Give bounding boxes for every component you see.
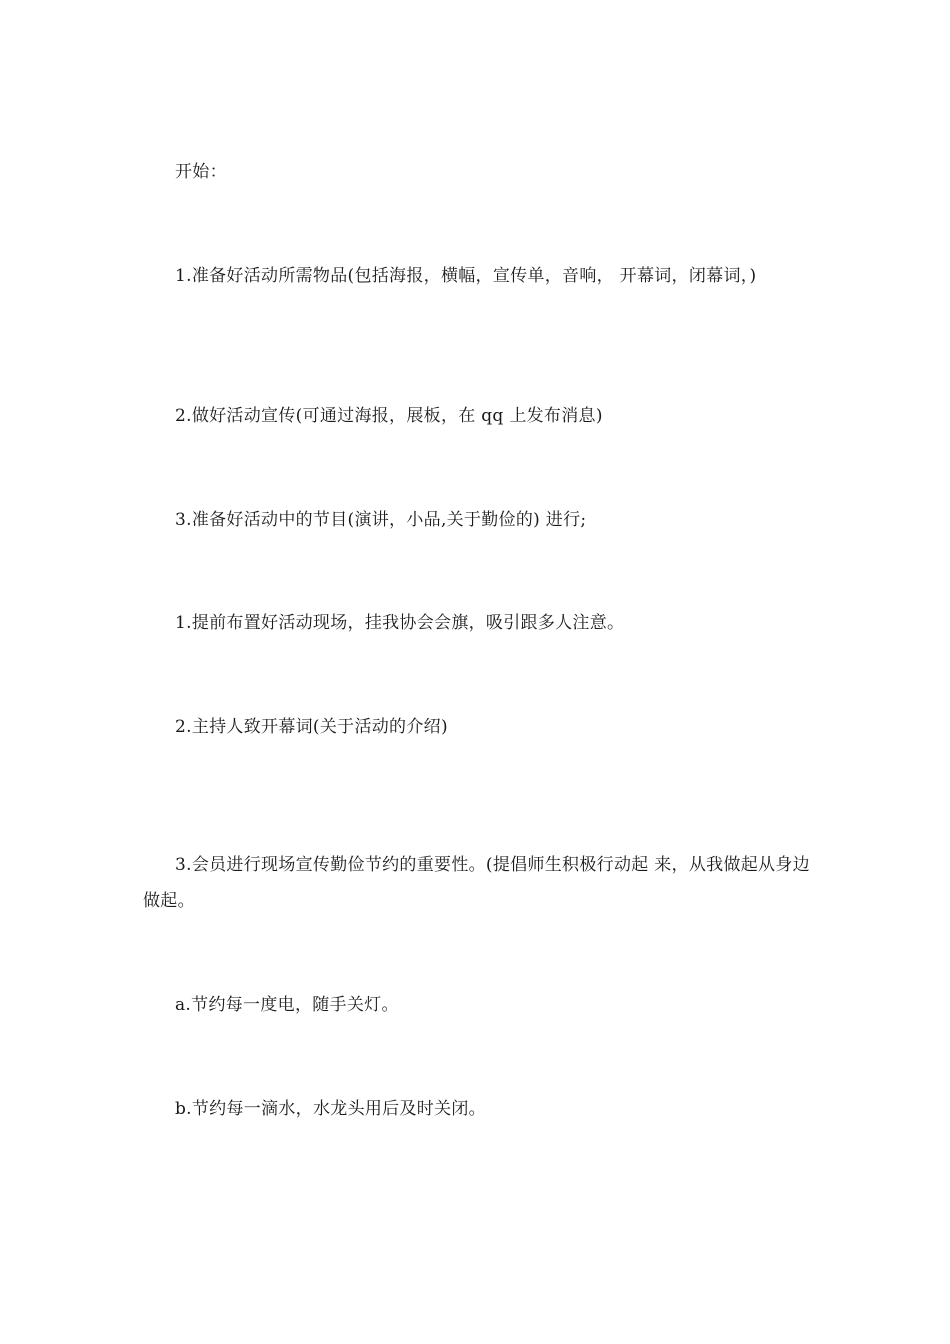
process-item-venue: 1.提前布置好活动现场，挂我协会会旗，吸引跟多人注意。 — [175, 613, 625, 633]
section-heading-start: 开始： — [175, 162, 227, 182]
prep-item-materials: 1.准备好活动所需物品(包括海报，横幅，宣传单，音响， 开幕词，闭幕词，) — [175, 266, 757, 286]
process-item-promotion: 3.会员进行现场宣传勤俭节约的重要性。(提倡师生积极行动起 来，从我做起从身边做起。 — [143, 855, 810, 911]
prep-item-publicity: 2.做好活动宣传(可通过海报，展板，在 qq 上发布消息) — [175, 406, 603, 426]
prep-item-program: 3.准备好活动中的节目(演讲，小品,关于勤俭的) 进行; — [175, 510, 587, 530]
tip-item-water: b.节约每一滴水，水龙头用后及时关闭。 — [175, 1099, 486, 1119]
tip-item-electricity: a.节约每一度电，随手关灯。 — [175, 995, 399, 1015]
process-item-opening-speech: 2.主持人致开幕词(关于活动的介绍) — [175, 717, 448, 737]
